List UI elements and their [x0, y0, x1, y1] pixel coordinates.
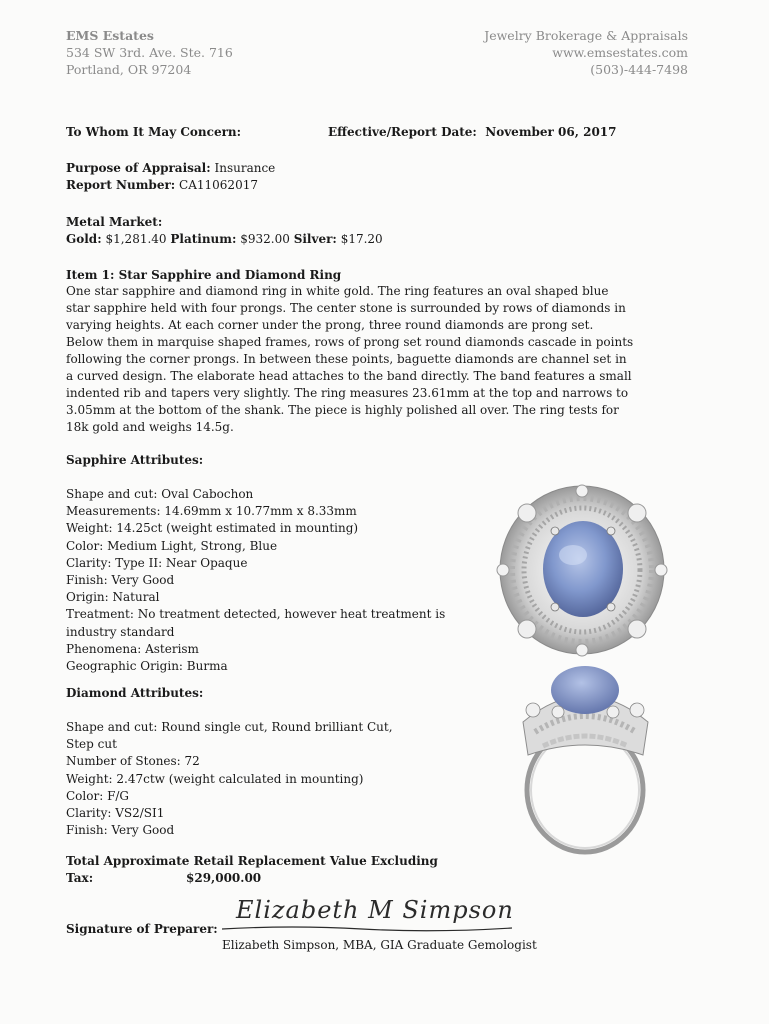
report-number-label: Report Number:	[66, 178, 176, 192]
sapphire-attr: Weight: 14.25ct (weight estimated in mounting)	[66, 521, 359, 536]
sapphire-attr: Shape and cut: Oval Cabochon	[66, 487, 254, 501]
report-number-value: CA11062017	[179, 178, 258, 192]
item-line: indented rib and tapers very slightly. The ring measures 23.61mm at the top and narrows to	[66, 386, 629, 400]
ring-top-view-photo	[495, 483, 670, 658]
diamond-attr: Finish: Very Good	[66, 823, 175, 838]
sapphire-attr: Clarity: Type II: Near Opaque	[66, 555, 248, 570]
report-date	[328, 124, 617, 141]
diamond-attributes	[66, 719, 393, 839]
diamond-attr: Number of Stones: 72	[66, 754, 200, 769]
purpose-value: Insurance	[214, 161, 276, 175]
letterhead-left	[66, 27, 233, 78]
sapphire-attr: Origin: Natural	[66, 590, 160, 605]
silver-price: $17.20	[340, 232, 383, 246]
ring-side-view-photo	[513, 660, 658, 860]
item-line: following the corner prongs. In between these points, baguette diamonds are channel set in	[66, 352, 627, 366]
sapphire-attr: industry standard	[66, 624, 175, 639]
sapphire-attr: Treatment: No treatment detected, however heat treatment is	[66, 607, 446, 622]
item-title: Item 1: Star Sapphire and Diamond Ring	[66, 268, 342, 282]
platinum-price: $932.00	[240, 232, 290, 246]
item-line: a curved design. The elaborate head attaches to the band directly. The band features a small	[66, 369, 632, 383]
sapphire-attr: Finish: Very Good	[66, 573, 175, 588]
company-name: EMS Estates	[66, 28, 154, 43]
value-amount: $29,000.00	[186, 871, 262, 885]
diamond-title: Diamond Attributes:	[66, 686, 204, 700]
item-line: 18k gold and weighs 14.5g.	[66, 420, 234, 434]
metal-market-prices	[66, 231, 383, 248]
website: www.emsestates.com	[552, 45, 688, 60]
tagline: Jewelry Brokerage & Appraisals	[484, 28, 688, 43]
signature-underline	[222, 924, 512, 934]
sapphire-title: Sapphire Attributes:	[66, 453, 204, 467]
diamond-attr: Step cut	[66, 737, 117, 752]
item-line: One star sapphire and diamond ring in white gold. The ring features an oval shaped blue	[66, 284, 609, 298]
address-line-1: 534 SW 3rd. Ave. Ste. 716	[66, 45, 233, 60]
sapphire-attr: Measurements: 14.69mm x 10.77mm x 8.33mm	[66, 504, 357, 519]
sapphire-highlight	[559, 545, 587, 565]
gold-label: Gold:	[66, 232, 102, 246]
diamond-attr: Weight: 2.47ctw (weight calculated in mounting)	[66, 771, 364, 786]
phone: (503)-444-7498	[590, 62, 688, 77]
star-sapphire-stone	[543, 521, 623, 617]
preparer-name: Elizabeth Simpson, MBA, GIA Graduate Gemologist	[222, 938, 537, 952]
salutation: To Whom It May Concern:	[66, 125, 242, 139]
purpose	[66, 160, 275, 177]
sapphire-attr: Phenomena: Asterism	[66, 641, 199, 656]
sapphire-attr: Geographic Origin: Burma	[66, 659, 228, 674]
sapphire-attributes	[66, 486, 445, 675]
diamond-attr: Color: F/G	[66, 788, 130, 803]
platinum-label: Platinum:	[170, 232, 237, 246]
report-date-label: Effective/Report Date:	[328, 125, 477, 139]
sapphire-attr: Color: Medium Light, Strong, Blue	[66, 538, 278, 553]
item-line: star sapphire held with four prongs. The center stone is surrounded by rows of diamonds in	[66, 301, 626, 315]
metal-market-title: Metal Market:	[66, 215, 163, 229]
item-line: 3.05mm at the bottom of the shank. The piece is highly polished all over. The ring tests for	[66, 403, 619, 417]
purpose-label: Purpose of Appraisal:	[66, 161, 211, 175]
report-date-value: November 06, 2017	[485, 125, 617, 139]
signature-label: Signature of Preparer:	[66, 922, 218, 936]
item-description	[66, 283, 646, 436]
diamond-attr: Shape and cut: Round single cut, Round brilliant Cut,	[66, 720, 393, 734]
handwritten-signature: Elizabeth M Simpson	[236, 896, 514, 924]
report-number	[66, 177, 258, 194]
value-label-line-2: Tax:	[66, 871, 94, 885]
letterhead-right	[484, 27, 688, 78]
gold-price: $1,281.40	[105, 232, 167, 246]
item-line: Below them in marquise shaped frames, rows of prong set round diamonds cascade in points	[66, 335, 634, 349]
silver-label: Silver:	[293, 232, 337, 246]
item-line: varying heights. At each corner under the prong, three round diamonds are prong set.	[66, 318, 594, 332]
diamond-attr: Clarity: VS2/SI1	[66, 806, 165, 821]
value-label-line-1: Total Approximate Retail Replacement Value Excluding	[66, 854, 438, 868]
address-line-2: Portland, OR 97204	[66, 62, 192, 77]
